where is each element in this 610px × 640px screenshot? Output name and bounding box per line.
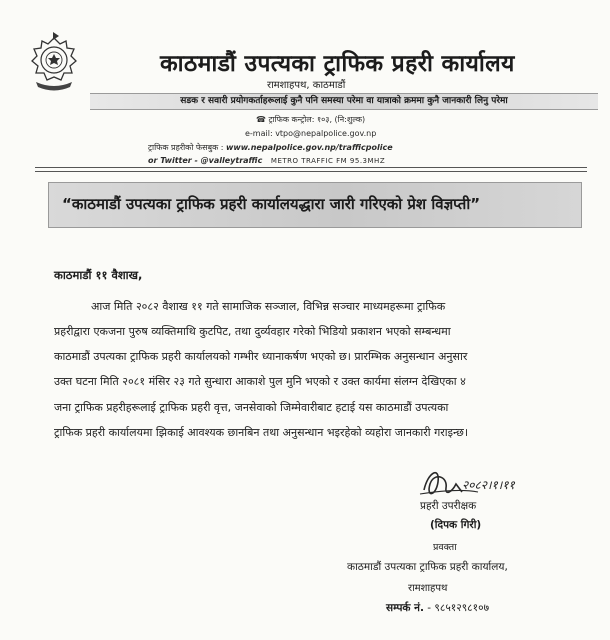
signatory-role: प्रवक्ता xyxy=(433,542,457,553)
public-notice-banner: सडक र सवारी प्रयोगकर्ताहरूलाई कुनै पनि समस्या परेमा वा यात्राको क्रममा कुनै जानकारी लिनु परेमा xyxy=(90,93,598,110)
contact-email[interactable]: e-mail: vtpo@nepalpolice.gov.np xyxy=(245,129,377,138)
signatory-name: (दिपक गिरी) xyxy=(430,519,482,531)
signatory-office: काठमाडौं उपत्यका ट्राफिक प्रहरी कार्यालय, xyxy=(347,561,508,573)
contact-number-value: - ९८५१२९८१०७ xyxy=(427,602,490,614)
facebook-contact xyxy=(148,142,393,153)
header-divider-secondary xyxy=(35,171,587,172)
press-release-subject: “काठमाडौं उपत्यका ट्राफिक प्रहरी कार्यालयद्धारा जारी गरिएको प्रेश विज्ञप्ती” xyxy=(62,195,481,213)
body-line: आज मिति २०८२ वैशाख ११ गते सामाजिक सञ्जाल, विभिन्न सञ्चार माध्यमहरूमा ट्राफिक xyxy=(91,300,446,313)
office-address: रामशाहपथ, काठमाडौं xyxy=(267,80,346,91)
facebook-label: ट्राफिक प्रहरीको फेसबुक : xyxy=(148,143,224,152)
signatory-address: रामशाहपथ xyxy=(408,583,448,594)
twitter-contact xyxy=(148,156,385,165)
contact-number-label: सम्पर्क नं. xyxy=(386,602,424,614)
signatory-title: प्रहरी उपरीक्षक xyxy=(420,500,477,512)
body-line: ट्राफिक प्रहरी कार्यालयमा झिकाई आवश्यक छानबिन तथा अनुसन्धान भइरहेको व्यहोरा जानकारी गराइन्छ। xyxy=(54,426,469,439)
dateline: काठमाडौं ११ वैशाख, xyxy=(54,268,143,282)
nepal-police-emblem-icon xyxy=(26,32,82,94)
contact-number xyxy=(386,601,489,615)
body-line: उक्त घटना मिति २०८१ मंसिर २३ गते सुन्धारा आकाशे पुल मुनि भएको र उक्त कार्यमा संलग्न देखिएका ४ xyxy=(54,375,466,388)
twitter-handle[interactable]: or Twitter - @valleytraffic xyxy=(148,156,263,165)
body-line: प्रहरीद्वारा एकजना पुरुष व्यक्तिमाथि कुटपिट, तथा दुर्व्यवहार गरेको भिडियो प्रकाशन भएको सम्बन्धमा xyxy=(54,325,451,338)
office-title: काठमाडौं उपत्यका ट्राफिक प्रहरी कार्यालय xyxy=(160,51,515,77)
facebook-link[interactable]: www.nepalpolice.gov.np/trafficpolice xyxy=(226,143,393,152)
radio-station: METRO TRAFFIC FM 95.3MHZ xyxy=(270,157,386,165)
header-divider xyxy=(35,167,587,168)
body-line: काठमाडौं उपत्यका ट्राफिक प्रहरी कार्यालयको गम्भीर ध्यानाकर्षण भएको छ। प्रारम्भिक अनुसन्धान अनुसार xyxy=(54,350,468,363)
signature-date: २०८२।१।११ xyxy=(462,478,515,492)
body-line: जना ट्राफिक प्रहरीहरूलाई ट्राफिक प्रहरी वृत्त, जनसेवाको जिम्मेवारीबाट हटाई यस काठमाडौं उपत्यका xyxy=(54,401,449,414)
control-phone: ☎ ट्राफिक कन्ट्रोल: १०३, (नि:शुल्क) xyxy=(256,115,366,124)
